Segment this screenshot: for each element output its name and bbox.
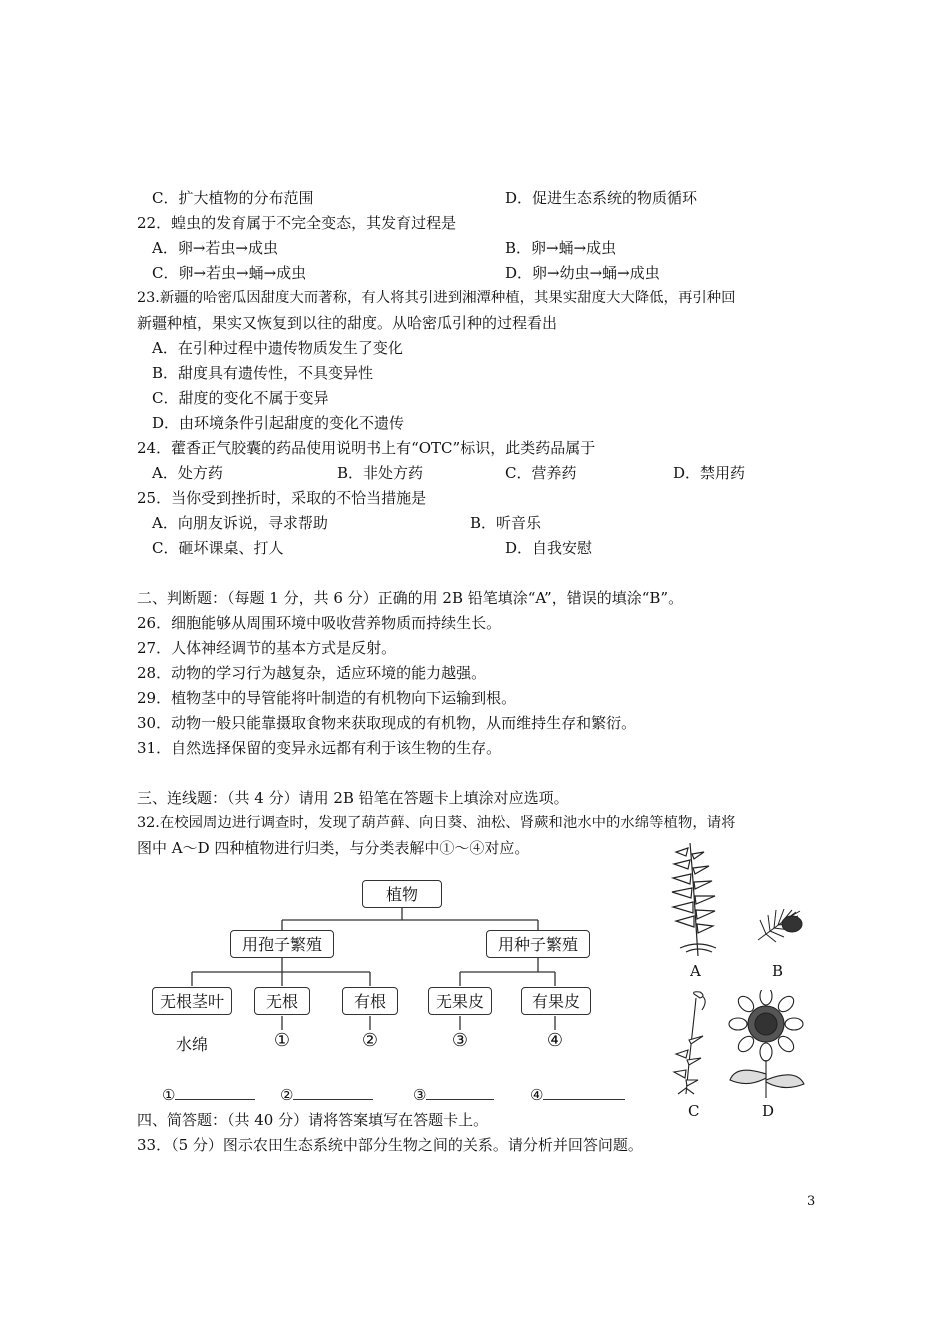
pine-illustration bbox=[752, 894, 808, 950]
tree-leaf-spirogyra: 水绵 bbox=[175, 1035, 208, 1054]
q22-option-d: D．卵→幼虫→蛹→成虫 bbox=[505, 264, 660, 282]
q24-option-d: D．禁用药 bbox=[673, 464, 746, 482]
q23-stem-line1: 23.新疆的哈密瓜因甜度大而著称，有人将其引进到湘潭种植，其果实甜度大大降低，再引种回 bbox=[137, 290, 736, 306]
q25-option-d: D．自我安慰 bbox=[505, 539, 593, 557]
tree-leaf-1: ① bbox=[273, 1030, 291, 1051]
q22-option-b: B．卵→蛹→成虫 bbox=[505, 239, 617, 257]
plant-label-c: C bbox=[688, 1102, 700, 1120]
tree-node-has-root: 有根 bbox=[342, 987, 398, 1015]
classification-tree bbox=[145, 870, 645, 1080]
q25-option-b: B．听音乐 bbox=[470, 514, 542, 532]
sunflower-illustration bbox=[720, 990, 816, 1100]
section2-header: 二、判断题：（每题 1 分，共 6 分）正确的用 2B 铅笔填涂“A”，错误的填涂“B”。 bbox=[137, 589, 684, 607]
blank-4-label: ④ bbox=[530, 1086, 544, 1104]
answer-blank-1[interactable] bbox=[162, 1085, 255, 1104]
q23-option-c: C．甜度的变化不属于变异 bbox=[152, 389, 329, 407]
blank-2-label: ② bbox=[280, 1086, 294, 1104]
blank-1-label: ① bbox=[162, 1086, 176, 1104]
q32-stem-line2: 图中 A～D 四种植物进行归类，与分类表解中①～④对应。 bbox=[137, 839, 530, 857]
answer-blank-3[interactable] bbox=[413, 1085, 494, 1104]
tree-leaf-3: ③ bbox=[451, 1030, 469, 1051]
tree-node-no-root: 无根 bbox=[254, 987, 310, 1015]
q28: 28．动物的学习行为越复杂，适应环境的能力越强。 bbox=[137, 664, 487, 682]
tree-spore-node: 用孢子繁殖 bbox=[230, 930, 334, 958]
q22-option-c: C．卵→若虫→蛹→成虫 bbox=[152, 264, 307, 282]
tree-node-no-pericarp: 无果皮 bbox=[428, 987, 492, 1015]
answer-blank-4[interactable] bbox=[530, 1085, 625, 1104]
q24-option-a: A．处方药 bbox=[152, 464, 223, 482]
q23-option-a: A．在引种过程中遗传物质发生了变化 bbox=[152, 339, 403, 357]
q29: 29．植物茎中的导管能将叶制造的有机物向下运输到根。 bbox=[137, 689, 517, 707]
section4-header: 四、简答题：（共 40 分）请将答案填写在答题卡上。 bbox=[137, 1111, 489, 1129]
q25-option-c: C．砸坏课桌、打人 bbox=[152, 539, 284, 557]
q25-option-a: A．向朋友诉说，寻求帮助 bbox=[152, 514, 328, 532]
tree-leaf-4: ④ bbox=[546, 1030, 564, 1051]
q23-option-d: D．由环境条件引起甜度的变化不遗传 bbox=[152, 414, 405, 432]
q30: 30．动物一般只能靠摄取食物来获取现成的有机物，从而维持生存和繁衍。 bbox=[137, 714, 637, 732]
q32-stem-line1: 32.在校园周边进行调查时，发现了葫芦藓、向日葵、油松、肾蕨和池水中的水绵等植物，请将 bbox=[137, 815, 736, 831]
q21-option-d: D．促进生态系统的物质循环 bbox=[505, 189, 698, 207]
tree-node-no-root-stem-leaf: 无根茎叶 bbox=[152, 987, 232, 1015]
plant-label-d: D bbox=[762, 1102, 775, 1120]
section3-header: 三、连线题：（共 4 分）请用 2B 铅笔在答题卡上填涂对应选项。 bbox=[137, 789, 569, 807]
tree-leaf-2: ② bbox=[361, 1030, 379, 1051]
page-number: 3 bbox=[807, 1194, 816, 1209]
answer-blank-2[interactable] bbox=[280, 1085, 373, 1104]
q22-option-a: A．卵→若虫→成虫 bbox=[152, 239, 278, 257]
plant-label-b: B bbox=[772, 962, 784, 980]
q22-stem: 22．蝗虫的发育属于不完全变态，其发育过程是 bbox=[137, 214, 457, 232]
q26: 26．细胞能够从周围环境中吸收营养物质而持续生长。 bbox=[137, 614, 502, 632]
blank-3-label: ③ bbox=[413, 1086, 427, 1104]
q24-stem: 24．藿香正气胶囊的药品使用说明书上有“OTC”标识，此类药品属于 bbox=[137, 439, 596, 457]
plant-label-a: A bbox=[690, 962, 701, 980]
moss-illustration bbox=[664, 990, 720, 1100]
q24-option-b: B．非处方药 bbox=[337, 464, 424, 482]
q31: 31．自然选择保留的变异永远都有利于该生物的生存。 bbox=[137, 739, 502, 757]
q25-stem: 25．当你受到挫折时，采取的不恰当措施是 bbox=[137, 489, 427, 507]
q23-option-b: B．甜度具有遗传性，不具变异性 bbox=[152, 364, 374, 382]
tree-seed-node: 用种子繁殖 bbox=[486, 930, 590, 958]
q23-stem-line2: 新疆种植，果实又恢复到以往的甜度。从哈密瓜引种的过程看出 bbox=[137, 314, 558, 332]
fern-illustration bbox=[658, 838, 738, 958]
q21-option-c: C．扩大植物的分布范围 bbox=[152, 189, 314, 207]
q33-stem: 33．（5 分）图示农田生态系统中部分生物之间的关系。请分析并回答问题。 bbox=[137, 1136, 643, 1154]
q24-option-c: C．营养药 bbox=[505, 464, 577, 482]
tree-node-has-pericarp: 有果皮 bbox=[521, 987, 591, 1015]
q27: 27．人体神经调节的基本方式是反射。 bbox=[137, 639, 397, 657]
tree-root-node: 植物 bbox=[362, 880, 442, 908]
